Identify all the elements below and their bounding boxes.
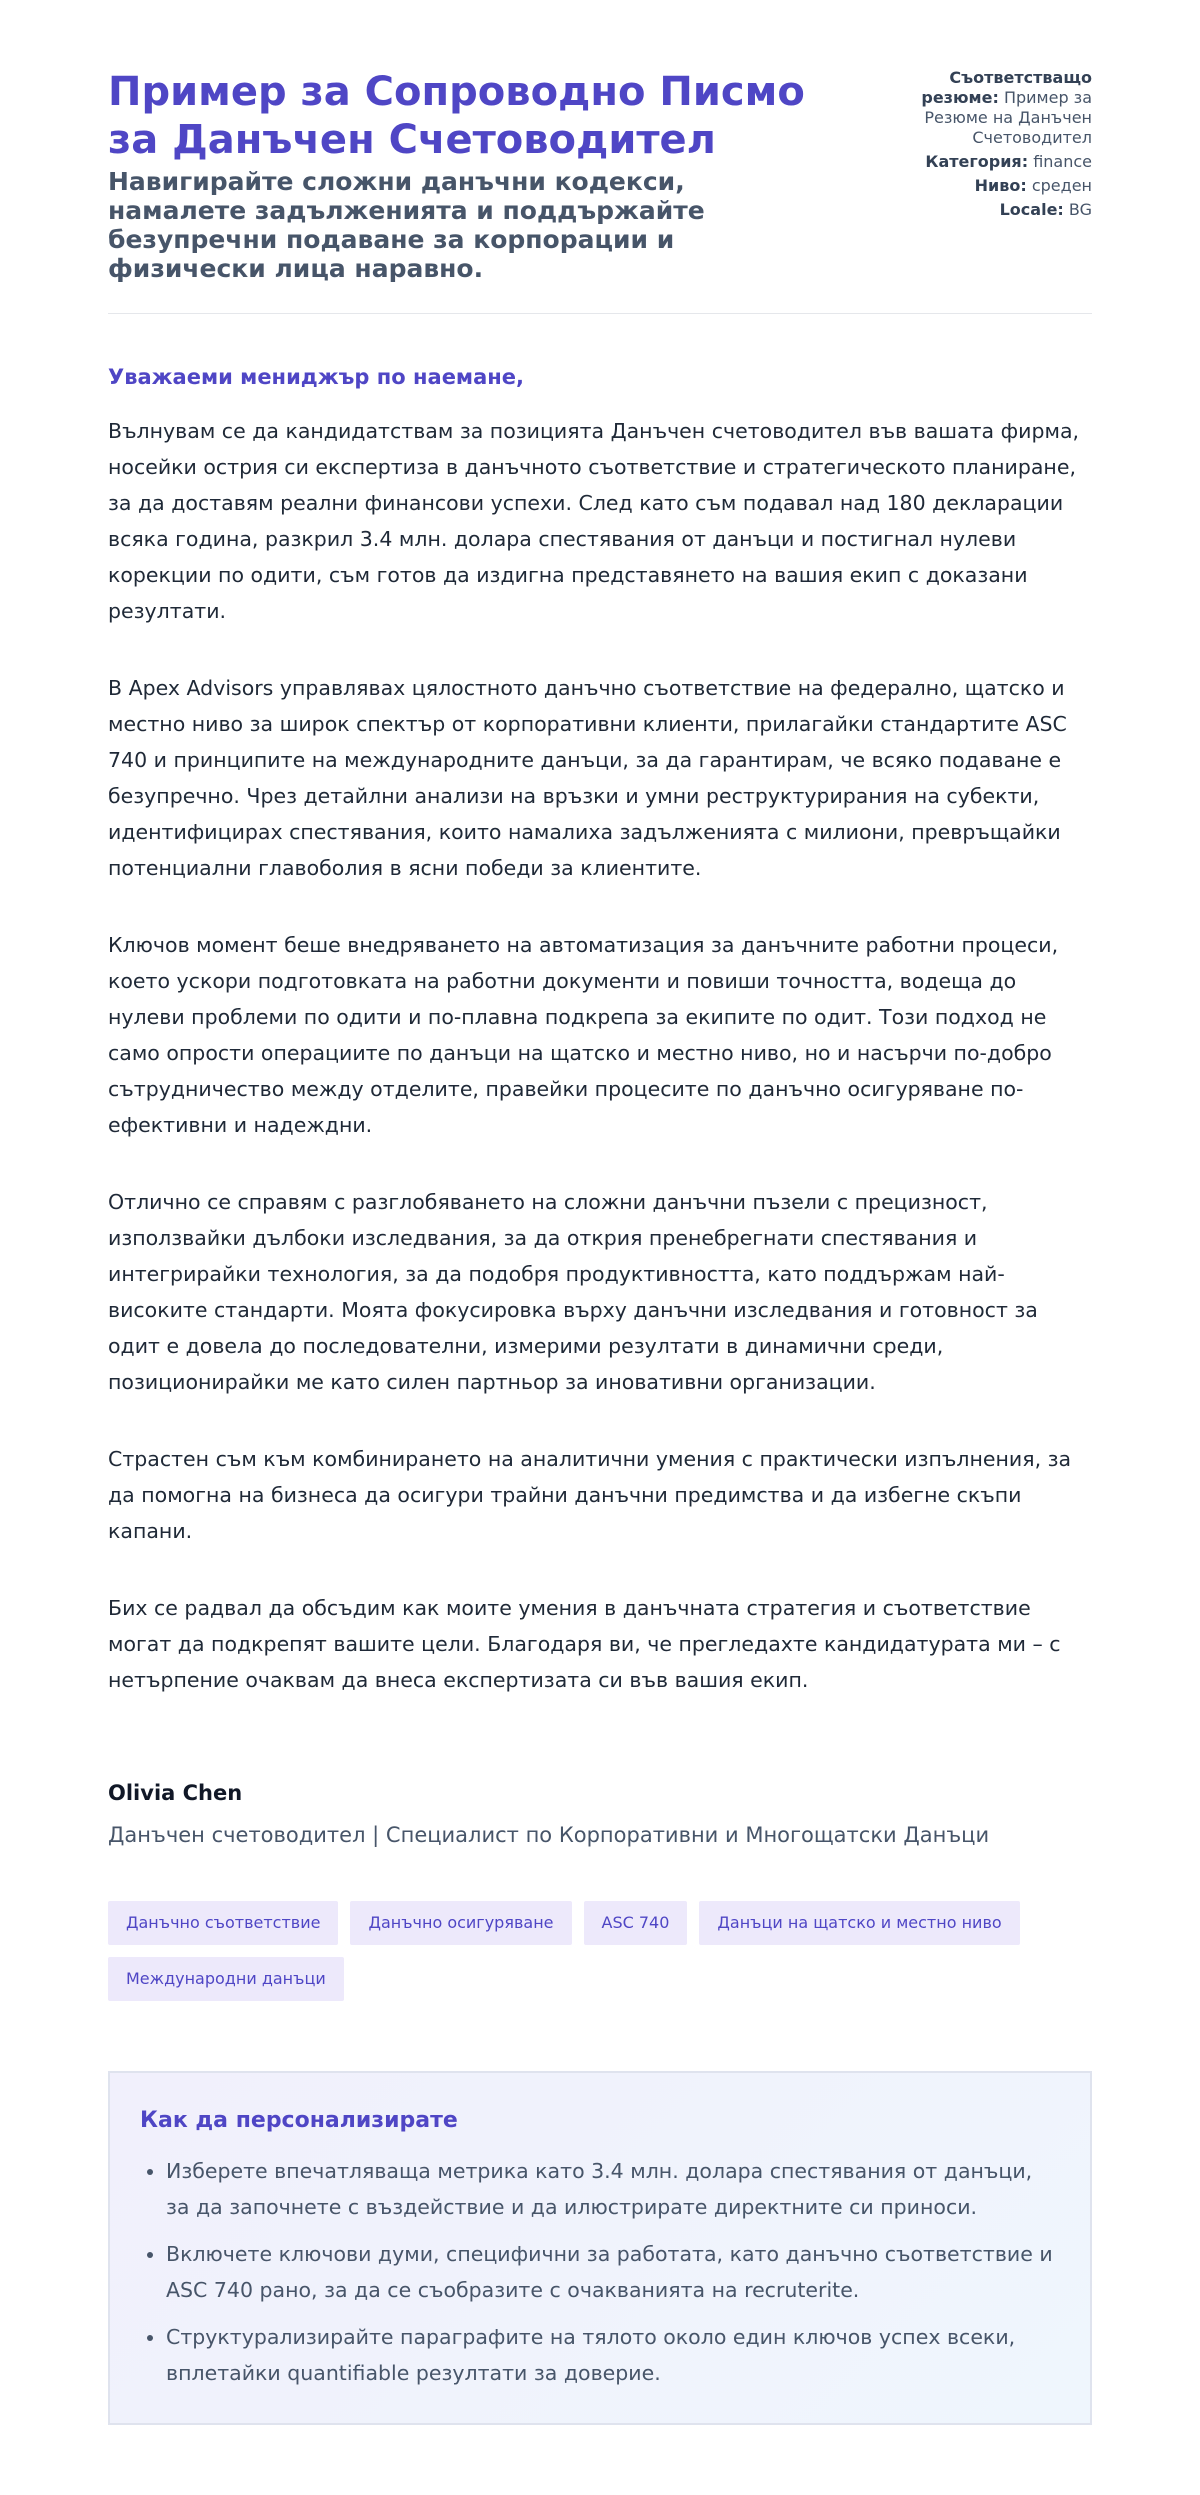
- meta-category-label: Категория:: [925, 152, 1029, 171]
- tip-item: • Изберете впечатляваща метрика като 3.4 млн. долара спестявания от данъци, за да започнете с въздействие и да илюстрирате директните си приноси.: [166, 2153, 1060, 2225]
- letter-greeting: Уважаеми мениджър по наемане,: [108, 365, 525, 389]
- meta-locale: [872, 200, 1092, 220]
- meta-level-label: Ниво:: [974, 176, 1027, 195]
- meta-level-value: среден: [1031, 176, 1092, 195]
- skill-tags: [108, 1901, 1108, 2001]
- skill-tag: Международни данъци: [108, 1957, 344, 2001]
- meta-level: [872, 176, 1092, 196]
- page-subtitle: Навигирайте сложни данъчни кодекси, намалете задълженията и поддържайте безупречни подаване за корпорации и физически лица наравно.: [108, 167, 705, 283]
- meta-resume-label: Съответстващо резюме:: [921, 68, 1092, 107]
- skill-tag: ASC 740: [584, 1901, 688, 1945]
- skill-tag: Данъци на щатско и местно ниво: [699, 1901, 1019, 1945]
- letter-paragraph: Вълнувам се да кандидатствам за позицията Данъчен счетоводител във вашата фирма, носейки острия си експертиза в данъчното съответствие и стратегическото планиране, за да доставям реални финансови успехи. След като съм подавал над 180 декларации всяка година, разкрил 3.4 млн. долара спестявания от данъци и постигнал нулеви корекции по одити, съм готов да издигна представянето на вашия екип с доказани резултати.: [108, 419, 1080, 623]
- meta-category: [872, 152, 1092, 172]
- signature-role: Данъчен счетоводител | Специалист по Корпоративни и Многощатски Данъци: [108, 1823, 990, 1847]
- page-title: Пример за Сопроводно Писмо за Данъчен Счетоводител: [108, 69, 805, 163]
- tip-item: • Структурализирайте параграфите на тялото около един ключов успех всеки, вплетайки quantifiable резултати за доверие.: [166, 2319, 1060, 2391]
- meta-panel: [872, 68, 1092, 224]
- letter-body: [108, 363, 1092, 1698]
- signature-name: Olivia Chen: [108, 1781, 243, 1805]
- letter-paragraph: Отлично се справям с разглобяването на сложни данъчни пъзели с прецизност, използвайки дълбоки изследвания, за да открия пренебрегнати спестявания и интегрирайки технология, за да подобря продуктивността, като поддържам най-високите стандарти. Моята фокусировка върху данъчни изследвания и готовност за одит е довела до последователни, измерими резултати в динамични среди, позиционирайки ме като силен партньор за иновативни организации.: [108, 1190, 1038, 1394]
- meta-category-value: finance: [1033, 152, 1092, 171]
- meta-locale-value: BG: [1068, 200, 1092, 219]
- letter-paragraph: Страстен съм към комбинирането на аналитични умения с практически изпълнения, за да помогна на бизнеса да осигури трайни данъчни предимства и да избегне скъпи капани.: [108, 1447, 1072, 1543]
- meta-resume-value: Пример за Резюме на Данъчен Счетоводител: [924, 88, 1092, 147]
- skill-tag: Данъчно съответствие: [108, 1901, 338, 1945]
- tips-list: [140, 2153, 1060, 2391]
- page-header: [108, 68, 1092, 313]
- meta-resume: [872, 68, 1092, 148]
- tip-item: • Включете ключови думи, специфични за работата, като данъчно съответствие и ASC 740 рано, за да се съобразите с очакванията на recruterite.: [166, 2236, 1060, 2308]
- letter-paragraph: В Apex Advisors управлявах цялостното данъчно съответствие на федерално, щатско и местно ниво за широк спектър от корпоративни клиенти, прилагайки стандартите ASC 740 и принципите на международните данъци, за да гарантирам, че всяко подаване е безупречно. Чрез детайлни анализи на връзки и умни реструктурирания на субекти, идентифицирах спестявания, които намалиха задълженията с милиони, превръщайки потенциални главоболия в ясни победи за клиентите.: [108, 676, 1067, 880]
- letter-paragraph: Бих се радвал да обсъдим как моите умения в данъчната стратегия и съответствие могат да подкрепят вашите цели. Благодаря ви, че прегледахте кандидатурата ми – с нетърпение очаквам да внеса експертизата си във вашия екип.: [108, 1596, 1061, 1692]
- meta-locale-label: Locale:: [999, 200, 1064, 219]
- tips-title: Как да персонализирате: [140, 2108, 458, 2133]
- customization-tips: [108, 2071, 1092, 2425]
- signature: [108, 1779, 1092, 1849]
- skill-tag: Данъчно осигуряване: [350, 1901, 571, 1945]
- letter-paragraph: Ключов момент беше внедряването на автоматизация за данъчните работни процеси, което ускори подготовката на работни документи и повиши точността, водеща до нулеви проблеми по одити и по-плавна подкрепа за екипите по одит. Този подход не само опрости операциите по данъци на щатско и местно ниво, но и насърчи по-добро сътрудничество между отделите, правейки процесите по данъчно осигуряване по-ефективни и надеждни.: [108, 933, 1059, 1137]
- header-divider: [108, 313, 1092, 314]
